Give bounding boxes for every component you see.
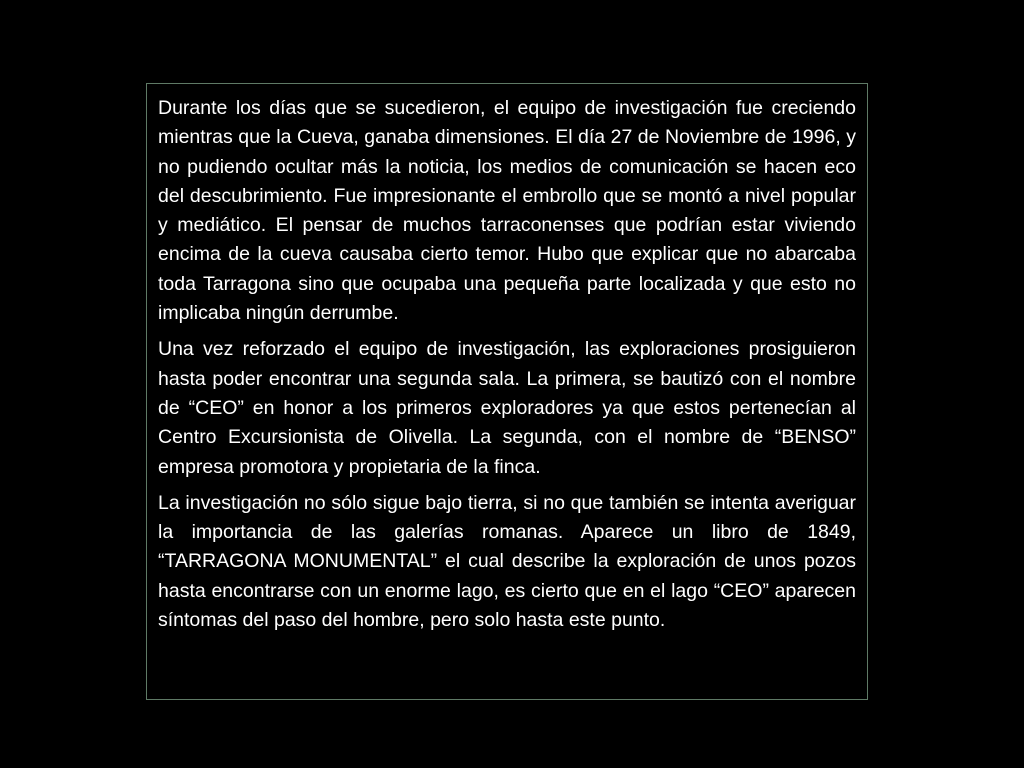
paragraph-1: Durante los días que se sucedieron, el equipo de investigación fue creciendo mientras que la Cueva, ganaba dimensiones. El día 27 de Noviembre de 1996, y no pudiendo ocultar más la noticia, los medios de comunicación se hacen eco del descubrimiento. Fue impresionante el embrollo que se montó a nivel popular y mediático. El pensar de muchos tarraconenses que podrían estar viviendo encima de la cueva causaba cierto temor. Hubo que explicar que no abarcaba toda Tarragona sino que ocupaba una pequeña parte localizada y que esto no implicaba ningún derrumbe. xyxy=(158,97,856,325)
text-box xyxy=(146,83,868,700)
paragraph-2: Una vez reforzado el equipo de investigación, las exploraciones prosiguieron hasta poder encontrar una segunda sala. La primera, se bautizó con el nombre de “CEO” en honor a los primeros exploradores ya que estos pertenecían al Centro Excursionista de Olivella. La segunda, con el nombre de “BENSO” empresa promotora y propietaria de la finca. xyxy=(158,338,856,478)
paragraph-3: La investigación no sólo sigue bajo tierra, si no que también se intenta averiguar la importancia de las galerías romanas. Aparece un libro de 1849, “TARRAGONA MONUMENTAL” el cual describe la exploración de unos pozos hasta encontrarse con un enorme lago, es cierto que en el lago “CEO” aparecen síntomas del paso del hombre, pero solo hasta este punto. xyxy=(158,491,856,632)
